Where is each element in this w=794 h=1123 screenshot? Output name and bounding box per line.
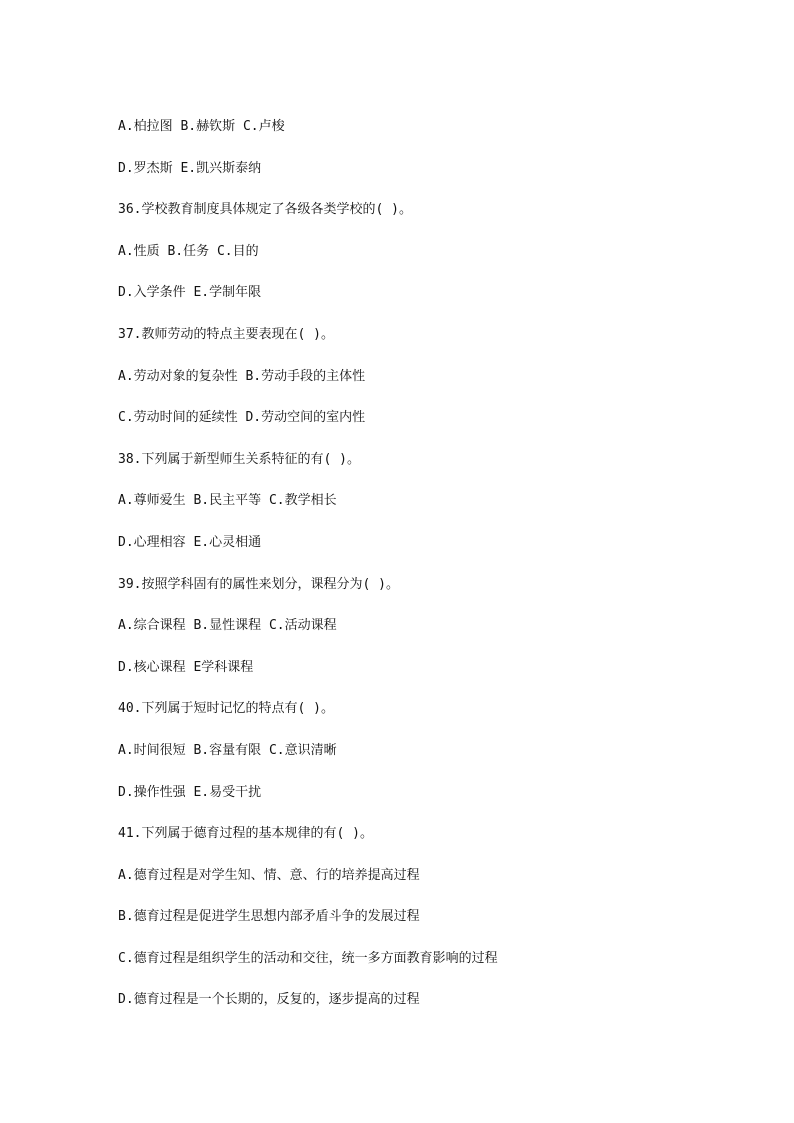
option-line: C.德育过程是组织学生的活动和交往，统一多方面教育影响的过程 bbox=[118, 950, 498, 966]
question-41: 41.下列属于德育过程的基本规律的有( )。 bbox=[118, 826, 373, 842]
option-line: A.德育过程是对学生知、情、意、行的培养提高过程 bbox=[118, 867, 420, 883]
option-line: D.心理相容 E.心灵相通 bbox=[118, 534, 262, 550]
option-line: A.性质 B.任务 C.目的 bbox=[118, 243, 259, 259]
question-37: 37.教师劳动的特点主要表现在( )。 bbox=[118, 326, 334, 342]
question-36: 36.学校教育制度具体规定了各级各类学校的( )。 bbox=[118, 202, 412, 218]
option-line: A.时间很短 B.容量有限 C.意识清晰 bbox=[118, 742, 337, 758]
option-line: D.罗杰斯 E.凯兴斯泰纳 bbox=[118, 160, 262, 176]
option-line: B.德育过程是促进学生思想内部矛盾斗争的发展过程 bbox=[118, 909, 420, 925]
document-body bbox=[118, 106, 758, 1021]
option-line: A.综合课程 B.显性课程 C.活动课程 bbox=[118, 618, 337, 634]
option-line: A.劳动对象的复杂性 B.劳动手段的主体性 bbox=[118, 368, 366, 384]
option-line: D.德育过程是一个长期的，反复的，逐步提高的过程 bbox=[118, 992, 420, 1008]
option-line: A.柏拉图 B.赫钦斯 C.卢梭 bbox=[118, 119, 285, 134]
option-line: D.操作性强 E.易受干扰 bbox=[118, 784, 262, 800]
question-40: 40.下列属于短时记忆的特点有( )。 bbox=[118, 701, 334, 717]
option-line: D.核心课程 E学科课程 bbox=[118, 659, 254, 675]
question-38: 38.下列属于新型师生关系特征的有( )。 bbox=[118, 451, 360, 467]
option-line: D.入学条件 E.学制年限 bbox=[118, 285, 262, 301]
option-line: A.尊师爱生 B.民主平等 C.教学相长 bbox=[118, 493, 337, 509]
question-39: 39.按照学科固有的属性来划分，课程分为( )。 bbox=[118, 576, 399, 592]
option-line: C.劳动时间的延续性 D.劳动空间的室内性 bbox=[118, 410, 366, 426]
